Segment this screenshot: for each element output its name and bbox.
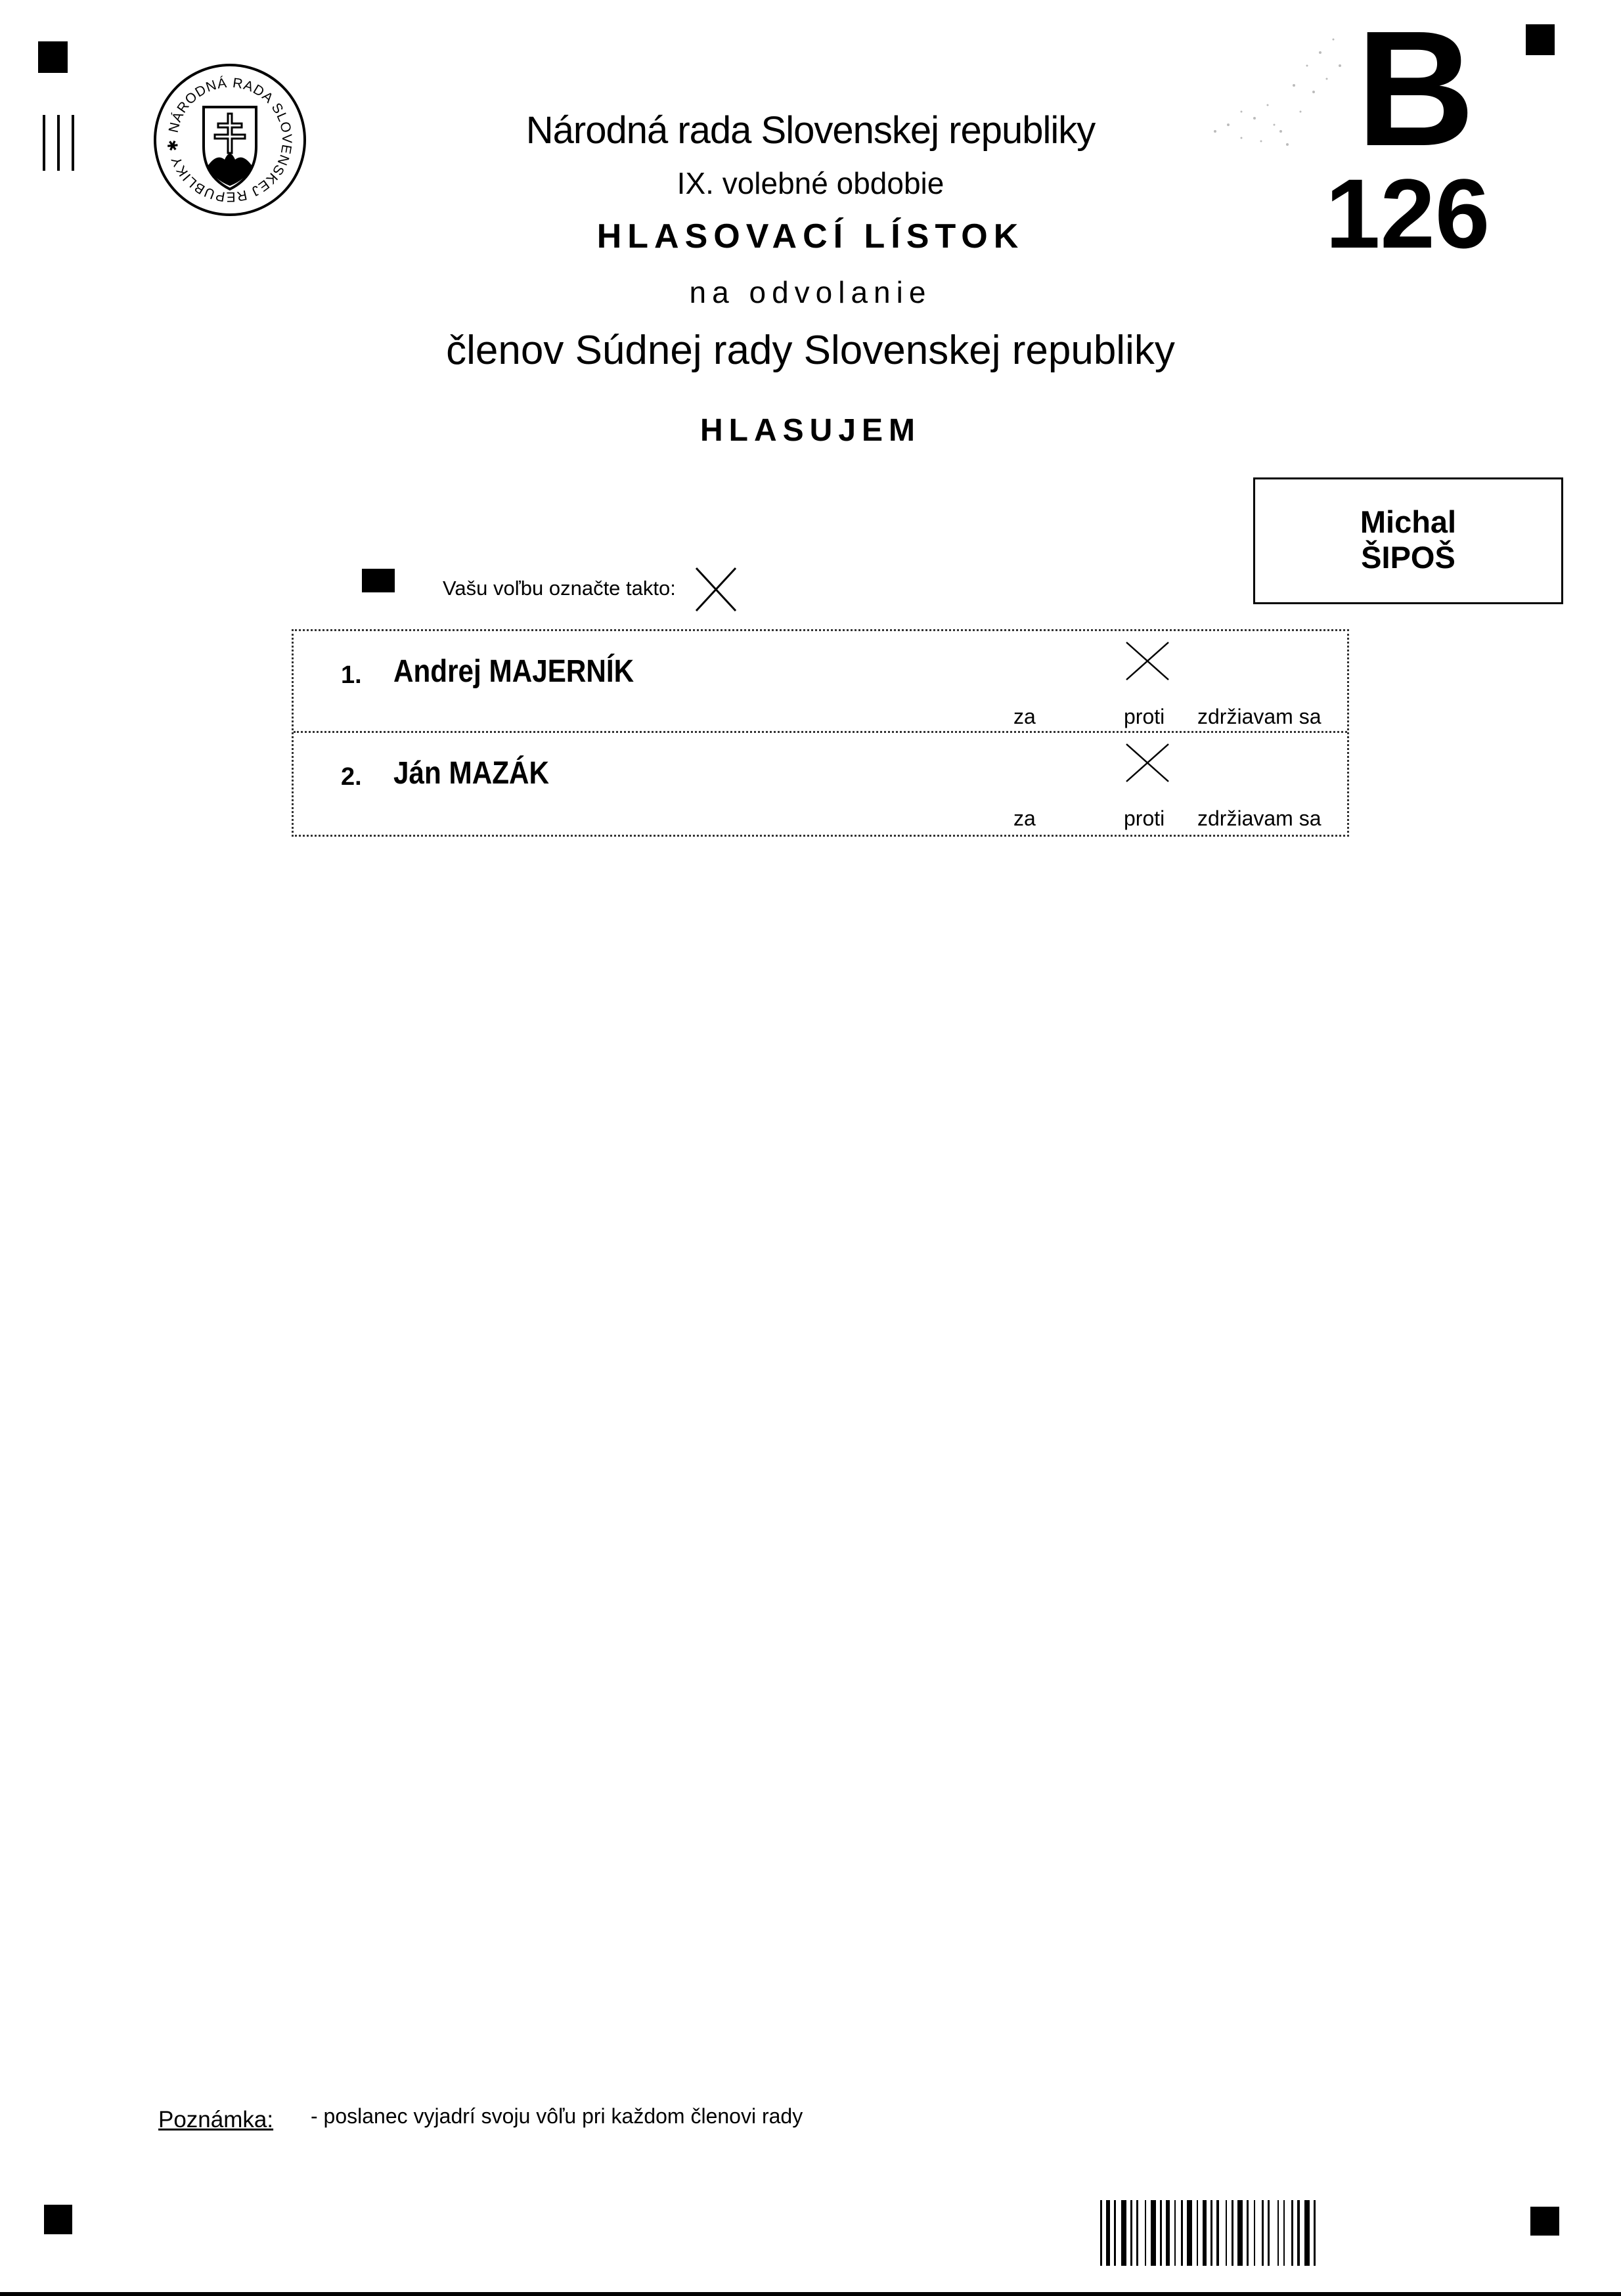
barcode	[1100, 2200, 1468, 2266]
option-abstain[interactable]: zdržiavam sa	[1197, 806, 1321, 830]
x-mark-icon	[693, 565, 739, 614]
registration-mark-bottom-right	[1530, 2207, 1559, 2236]
x-mark-icon	[1121, 741, 1174, 787]
voter-name-box	[1253, 477, 1563, 604]
ballot-title: HLASOVACÍ LÍSTOK	[596, 217, 1025, 255]
candidate-row	[294, 631, 1347, 731]
registration-mark-top-left	[38, 41, 68, 73]
instruction-text: Vašu voľbu označte takto:	[443, 577, 676, 600]
option-against[interactable]: proti	[1124, 705, 1165, 728]
option-abstain[interactable]: zdržiavam sa	[1197, 705, 1321, 728]
ballot-subtitle: na odvolanie	[689, 275, 932, 309]
series-letter: B	[1356, 0, 1475, 180]
note-label: Poznámka:	[158, 2107, 274, 2132]
parliament-name: Národná rada Slovenskej republiky	[525, 109, 1096, 152]
candidate-number: 1.	[341, 661, 362, 689]
voter-first-name: Michal	[1360, 504, 1457, 539]
vote-heading: HLASUJEM	[699, 413, 922, 448]
candidates-table	[292, 629, 1349, 837]
registration-mark-bottom-left	[44, 2205, 72, 2234]
x-mark-icon	[1121, 639, 1174, 685]
electoral-term: IX. volebné obdobie	[677, 166, 944, 200]
option-for[interactable]: za	[1013, 705, 1036, 728]
candidate-row	[294, 731, 1347, 833]
registration-mark-ballot	[362, 569, 395, 592]
seal-text: NÁRODNÁ RADA SLOVENSKEJ REPUBLIKY ✱	[165, 75, 295, 205]
candidate-name: Andrej MAJERNÍK	[393, 654, 634, 689]
ballot-subject: členov Súdnej rady Slovenskej republiky	[446, 328, 1175, 373]
candidate-name: Ján MAZÁK	[393, 756, 550, 791]
note-text: - poslanec vyjadrí svoju vôľu pri každom členovi rady	[311, 2104, 803, 2128]
registration-mark-top-right	[1526, 24, 1555, 55]
voter-last-name: ŠIPOŠ	[1361, 540, 1455, 575]
candidate-number: 2.	[341, 763, 362, 791]
ballot-number: 126	[1325, 158, 1490, 269]
bottom-border	[0, 2292, 1621, 2296]
option-against[interactable]: proti	[1124, 806, 1165, 830]
option-for[interactable]: za	[1013, 806, 1036, 830]
